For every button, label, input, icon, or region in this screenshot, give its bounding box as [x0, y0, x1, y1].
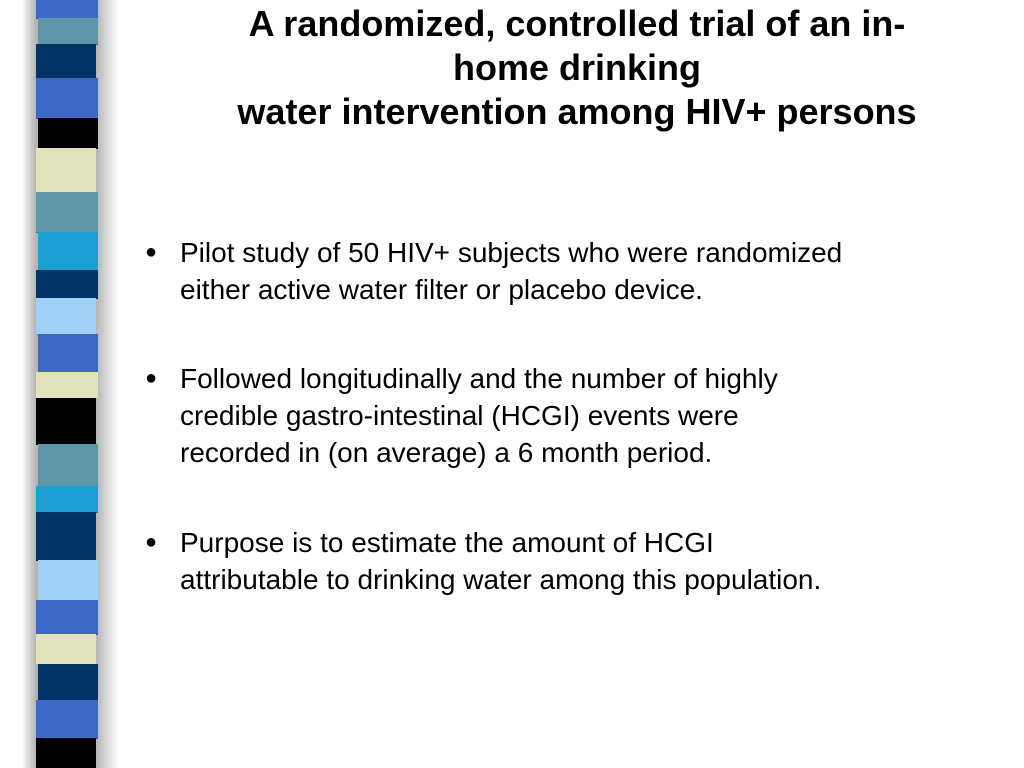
bullet-dot-icon: ●: [145, 367, 158, 389]
stripe-block: [38, 444, 98, 487]
title-line: home drinking: [452, 47, 701, 88]
stripe-block: [38, 334, 98, 373]
stripe-column: [36, 0, 98, 768]
decorative-stripe-bar: [0, 0, 120, 768]
stripe-block: [36, 512, 96, 561]
bullet-item: [140, 360, 1000, 471]
title-line: water intervention among HIV+ persons: [237, 91, 917, 132]
bullet-dot-icon: ●: [145, 241, 158, 263]
stripe-block: [38, 664, 98, 701]
bullet-text-line: Purpose is to estimate the amount of HCGI: [180, 527, 714, 558]
stripe-block: [36, 270, 98, 299]
stripe-block: [36, 600, 98, 635]
bullet-item: [140, 234, 1000, 308]
stripe-block: [36, 148, 96, 193]
stripe-block: [36, 78, 98, 119]
bullet-text-line: either active water filter or placebo device.: [180, 274, 703, 305]
stripe-block: [36, 44, 96, 79]
bullet-text-line: Followed longitudinally and the number of highly: [180, 363, 778, 394]
stripe-block: [36, 634, 96, 665]
stripe-block: [36, 298, 96, 335]
bullet-item: [140, 524, 1000, 598]
slide-title: [130, 2, 1024, 134]
stripe-block: [36, 398, 96, 445]
bullet-text-line: Pilot study of 50 HIV+ subjects who were randomized: [180, 237, 843, 268]
bullet-list: [140, 234, 1000, 650]
stripe-block: [36, 372, 98, 399]
stripe-block: [36, 486, 98, 513]
title-line: A randomized, controlled trial of an in-: [248, 3, 906, 44]
bullet-dot-icon: ●: [145, 531, 158, 553]
stripe-block: [36, 738, 96, 768]
stripe-block: [38, 18, 98, 45]
bullet-text-line: attributable to drinking water among this population.: [180, 564, 822, 595]
bullet-text-line: recorded in (on average) a 6 month period.: [180, 437, 713, 468]
stripe-block: [38, 560, 98, 601]
stripe-block: [36, 192, 98, 233]
stripe-block: [36, 700, 98, 739]
stripe-block: [38, 232, 98, 271]
bullet-text-line: credible gastro-intestinal (HCGI) events were: [180, 400, 739, 431]
stripe-block: [36, 0, 98, 19]
stripe-block: [38, 118, 98, 149]
